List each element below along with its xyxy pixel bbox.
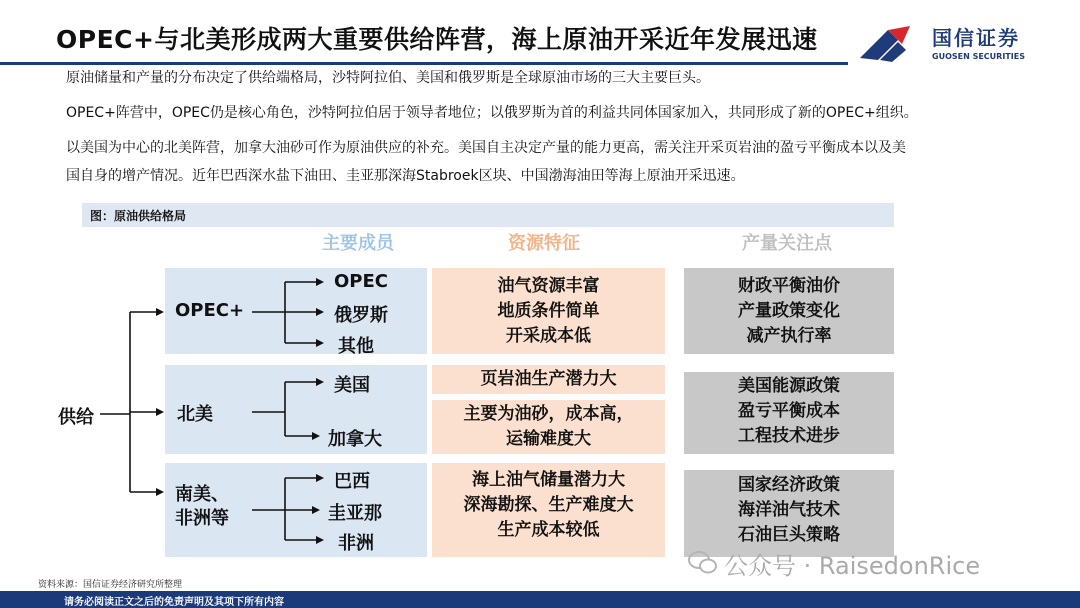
- logo-chinese-name: 国信证券: [932, 26, 1020, 50]
- resource-opec-1: 油气资源丰富: [497, 276, 600, 296]
- footer-disclaimer: 请务必阅读正文之后的免责声明及其项下所有内容: [64, 597, 284, 608]
- focus-na-2: 盈亏平衡成本: [738, 401, 840, 421]
- watermark-text: 公众号 · RaisedonRice: [724, 552, 981, 580]
- resource-opec-2: 地质条件简单: [497, 301, 600, 321]
- resource-canada-2: 运输难度大: [506, 429, 591, 449]
- col-header-members: 主要成员: [322, 233, 394, 254]
- col-header-resources: 资源特征: [508, 233, 580, 254]
- figure-label: 图：原油供给格局: [90, 209, 187, 223]
- focus-south-3: 石油巨头策略: [738, 525, 840, 545]
- member-canada: 加拿大: [328, 429, 382, 450]
- wechat-icon: [688, 550, 718, 576]
- resource-canada-1: 主要为油砂，成本高，: [463, 404, 634, 424]
- member-other: 其他: [338, 336, 374, 357]
- focus-opec-3: 减产执行率: [746, 326, 832, 346]
- paragraph-2: OPEC+阵营中，OPEC仍是核心角色，沙特阿拉伯居于领导者地位；以俄罗斯为首的利益共同体国家加入，共同形成了新的OPEC+组织。: [66, 105, 918, 121]
- group-name-south-line-1: 南美、: [175, 484, 229, 505]
- group-name-opec-plus: OPEC+: [175, 300, 245, 321]
- focus-south-1: 国家经济政策: [738, 475, 840, 495]
- focus-opec-2: 产量政策变化: [738, 301, 840, 321]
- member-brazil: 巴西: [334, 471, 370, 492]
- resource-us: 页岩油生产潜力大: [480, 369, 617, 389]
- member-russia: 俄罗斯: [334, 305, 388, 326]
- resource-opec-3: 开采成本低: [506, 326, 591, 346]
- member-usa: 美国: [334, 375, 370, 396]
- focus-opec-1: 财政平衡油价: [738, 276, 840, 296]
- member-africa: 非洲: [338, 533, 374, 554]
- page-title: OPEC+与北美形成两大重要供给阵营，海上原油开采近年发展迅速: [56, 25, 818, 54]
- focus-south-2: 海洋油气技术: [738, 500, 840, 520]
- focus-na-1: 美国能源政策: [738, 376, 840, 396]
- paragraph-1: 原油储量和产量的分布决定了供给端格局，沙特阿拉伯、美国和俄罗斯是全球原油市场的三大主要巨头。: [66, 70, 710, 86]
- source-note: 资料来源：国信证券经济研究所整理: [38, 580, 183, 590]
- paragraph-3-line-1: 以美国为中心的北美阵营，加拿大油砂可作为原油供应的补充。美国自主决定产量的能力更高，需关注开采页岩油的盈亏平衡成本以及美: [66, 140, 906, 156]
- focus-na-3: 工程技术进步: [738, 426, 840, 446]
- member-guyana: 圭亚那: [328, 503, 382, 524]
- member-opec: OPEC: [334, 271, 388, 292]
- tree-root-supply: 供给: [58, 407, 94, 428]
- col-header-focus: 产量关注点: [742, 233, 832, 254]
- group-name-south-line-2: 非洲等: [175, 508, 229, 529]
- logo-english-name: GUOSEN SECURITIES: [932, 52, 1025, 61]
- paragraph-3-line-2: 国自身的增产情况。近年巴西深水盐下油田、圭亚那深海Stabroek区块、中国渤海油田等海上原油开采迅速。: [66, 168, 745, 184]
- resource-south-3: 生产成本较低: [497, 520, 600, 540]
- group-name-north-america: 北美: [177, 404, 213, 425]
- resource-south-2: 深海勘探、生产难度大: [463, 495, 634, 515]
- resource-south-1: 海上油气储量潜力大: [472, 470, 625, 490]
